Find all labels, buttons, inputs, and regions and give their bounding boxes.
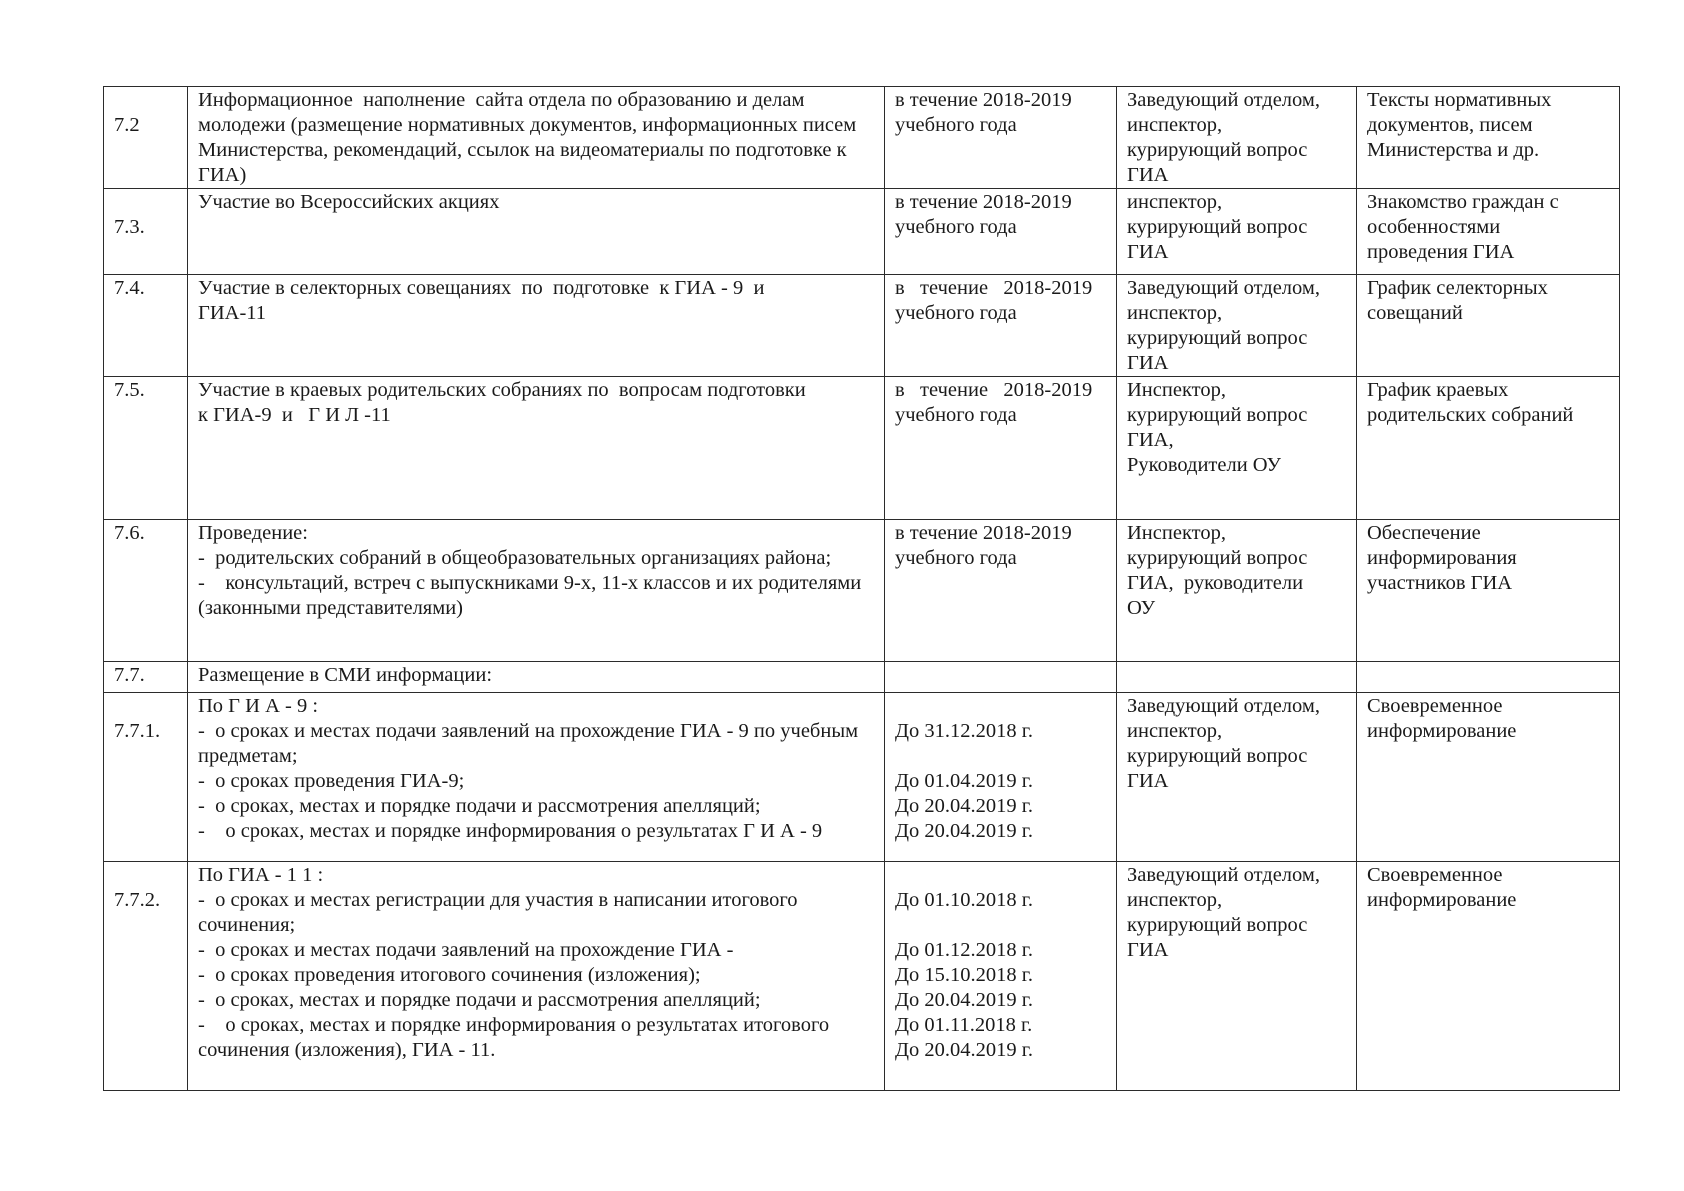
table-row <box>104 377 1620 520</box>
responsible-line: Заведующий отделом, <box>1127 864 1320 886</box>
responsible-cell <box>1117 275 1357 377</box>
event-line: - о сроках, местах и порядке информирования о результатах Г И А - 9 <box>198 820 823 842</box>
table-row <box>104 87 1620 189</box>
table-row <box>104 693 1620 862</box>
result-line: информирования <box>1367 547 1517 569</box>
row-number: 7.7.1. <box>114 720 161 742</box>
date-line: в течение 2018-2019 <box>895 277 1093 299</box>
responsible-line: инспектор, <box>1127 191 1223 213</box>
responsible-cell <box>1117 693 1357 862</box>
row-number: 7.5. <box>114 379 145 401</box>
responsible-line: Инспектор, <box>1127 379 1226 401</box>
event-cell <box>188 520 885 662</box>
responsible-line: Инспектор, <box>1127 522 1226 544</box>
date-line: учебного года <box>895 404 1017 426</box>
table-row <box>104 520 1620 662</box>
event-line: - о сроках проведения ГИА-9; <box>198 770 465 792</box>
responsible-line: курирующий вопрос <box>1127 216 1308 238</box>
event-line: - о сроках, местах и порядке подачи и рассмотрения апелляций; <box>198 795 761 817</box>
date-line: До 20.04.2019 г. <box>895 820 1033 842</box>
date-line: До 20.04.2019 г. <box>895 795 1033 817</box>
date-line: До 01.11.2018 г. <box>895 1014 1033 1036</box>
result-cell <box>1357 189 1620 275</box>
result-line: документов, писем <box>1367 114 1533 136</box>
result-line: родительских собраний <box>1367 404 1574 426</box>
row-number: 7.4. <box>114 277 145 299</box>
result-line: информирование <box>1367 889 1517 911</box>
date-cell <box>885 377 1117 520</box>
date-line: в течение 2018-2019 <box>895 522 1072 544</box>
event-cell <box>188 377 885 520</box>
plan-table-body <box>104 87 1620 1091</box>
responsible-line: инспектор, <box>1127 114 1223 136</box>
responsible-line: ГИА <box>1127 770 1169 792</box>
blank-line <box>895 694 1106 719</box>
table-row <box>104 862 1620 1091</box>
result-line: Знакомство граждан с <box>1367 191 1559 213</box>
result-line: Обеспечение <box>1367 522 1481 544</box>
result-cell <box>1357 87 1620 189</box>
result-line: Своевременное <box>1367 864 1503 886</box>
event-line: - о сроках и местах подачи заявлений на прохождение ГИА - 9 по учебным предметам; <box>198 720 864 767</box>
date-line: в течение 2018-2019 <box>895 379 1093 401</box>
event-line: - о сроках, местах и порядке подачи и рассмотрения апелляций; <box>198 989 761 1011</box>
responsible-cell <box>1117 662 1357 693</box>
result-line: особенностями <box>1367 216 1501 238</box>
event-line: - о сроках и местах регистрации для участия в написании итогового сочинения; <box>198 889 803 936</box>
result-cell <box>1357 377 1620 520</box>
responsible-line: курирующий вопрос <box>1127 547 1308 569</box>
date-line: учебного года <box>895 114 1017 136</box>
event-line: - о сроках проведения итогового сочинения (изложения); <box>198 964 701 986</box>
row-number-cell <box>104 275 188 377</box>
plan-table <box>103 86 1620 1091</box>
responsible-line: ГИА <box>1127 241 1169 263</box>
event-line: ГИА-11 <box>198 302 267 324</box>
responsible-cell <box>1117 189 1357 275</box>
responsible-line: курирующий вопрос <box>1127 327 1308 349</box>
table-row <box>104 189 1620 275</box>
row-number: 7.6. <box>114 522 145 544</box>
event-line: По Г И А - 9 : <box>198 695 319 717</box>
date-line: До 15.10.2018 г. <box>895 964 1033 986</box>
responsible-line: ГИА <box>1127 164 1169 186</box>
result-line: проведения ГИА <box>1367 241 1515 263</box>
date-cell <box>885 693 1117 862</box>
responsible-line: курирующий вопрос <box>1127 404 1308 426</box>
table-row <box>104 662 1620 693</box>
event-line: По ГИА - 1 1 : <box>198 864 324 886</box>
event-line: Участие в селекторных совещаниях по подготовке к ГИА - 9 и <box>198 277 765 299</box>
responsible-line: Заведующий отделом, <box>1127 89 1320 111</box>
row-number-cell <box>104 377 188 520</box>
responsible-line: Руководители ОУ <box>1127 454 1281 476</box>
row-number: 7.7.2. <box>114 889 161 911</box>
event-line: - родительских собраний в общеобразовательных организациях района; <box>198 547 832 569</box>
row-number-cell <box>104 189 188 275</box>
date-line: в течение 2018-2019 <box>895 191 1072 213</box>
row-number-cell <box>104 662 188 693</box>
date-line: До 01.12.2018 г. <box>895 939 1033 961</box>
row-number-cell <box>104 520 188 662</box>
event-line: - о сроках и местах подачи заявлений на прохождение ГИА - <box>198 939 734 961</box>
row-number-cell <box>104 862 188 1091</box>
row-number: 7.7. <box>114 664 145 686</box>
event-line: Проведение: <box>198 522 308 544</box>
event-line: к ГИА-9 и Г И Л -11 <box>198 404 391 426</box>
result-cell <box>1357 693 1620 862</box>
event-cell <box>188 87 885 189</box>
result-line: График селекторных <box>1367 277 1548 299</box>
responsible-line: ГИА <box>1127 352 1169 374</box>
row-number-cell <box>104 87 188 189</box>
date-line: учебного года <box>895 216 1017 238</box>
date-line: До 20.04.2019 г. <box>895 989 1033 1011</box>
row-number: 7.2 <box>114 114 140 136</box>
result-cell <box>1357 520 1620 662</box>
responsible-line: ГИА, <box>1127 429 1174 451</box>
responsible-line: курирующий вопрос <box>1127 914 1308 936</box>
responsible-cell <box>1117 377 1357 520</box>
responsible-line: курирующий вопрос <box>1127 139 1308 161</box>
event-line: Информационное наполнение сайта отдела по образованию и делам молодежи (размещение нормативных документов, информационных писем Министерства, рекомендаций, ссылок на видеоматериалы по подготовке к ГИА) <box>198 89 862 186</box>
result-line: Тексты нормативных <box>1367 89 1552 111</box>
event-line: - консультаций, встреч с выпускниками 9-х, 11-х классов и их родителями (законными представителями) <box>198 572 867 619</box>
event-line: Участие в краевых родительских собраниях по вопросам подготовки <box>198 379 806 401</box>
responsible-line: инспектор, <box>1127 720 1223 742</box>
responsible-cell <box>1117 87 1357 189</box>
event-line: - о сроках, местах и порядке информирования о результатах итогового сочинения (изложения), ГИА - 11. <box>198 1014 835 1061</box>
responsible-line: ОУ <box>1127 597 1156 619</box>
result-line: График краевых <box>1367 379 1509 401</box>
date-line: До 01.10.2018 г. <box>895 889 1033 911</box>
event-cell <box>188 693 885 862</box>
date-cell <box>885 275 1117 377</box>
table-row <box>104 275 1620 377</box>
responsible-cell <box>1117 862 1357 1091</box>
date-cell <box>885 87 1117 189</box>
blank-line <box>895 913 1106 938</box>
event-cell <box>188 189 885 275</box>
date-cell <box>885 662 1117 693</box>
responsible-line: Заведующий отделом, <box>1127 695 1320 717</box>
responsible-line: ГИА <box>1127 939 1169 961</box>
event-cell <box>188 662 885 693</box>
date-line: До 20.04.2019 г. <box>895 1039 1033 1061</box>
responsible-line: курирующий вопрос <box>1127 745 1308 767</box>
event-cell <box>188 275 885 377</box>
event-cell <box>188 862 885 1091</box>
blank-line <box>895 863 1106 888</box>
result-line: Своевременное <box>1367 695 1503 717</box>
responsible-line: Заведующий отделом, <box>1127 277 1320 299</box>
result-line: информирование <box>1367 720 1517 742</box>
result-line: совещаний <box>1367 302 1463 324</box>
date-line: учебного года <box>895 547 1017 569</box>
row-number: 7.3. <box>114 216 145 238</box>
responsible-line: ГИА, руководители <box>1127 572 1304 594</box>
result-line: Министерства и др. <box>1367 139 1540 161</box>
date-line: в течение 2018-2019 <box>895 89 1072 111</box>
responsible-cell <box>1117 520 1357 662</box>
date-cell <box>885 520 1117 662</box>
result-cell <box>1357 275 1620 377</box>
blank-line <box>895 744 1106 769</box>
responsible-line: инспектор, <box>1127 889 1223 911</box>
result-cell <box>1357 862 1620 1091</box>
responsible-line: инспектор, <box>1127 302 1223 324</box>
result-line: участников ГИА <box>1367 572 1513 594</box>
date-cell <box>885 189 1117 275</box>
event-line: Участие во Всероссийских акциях <box>198 191 500 213</box>
date-cell <box>885 862 1117 1091</box>
event-line: Размещение в СМИ информации: <box>198 664 493 686</box>
result-cell <box>1357 662 1620 693</box>
date-line: До 01.04.2019 г. <box>895 770 1033 792</box>
date-line: До 31.12.2018 г. <box>895 720 1033 742</box>
date-line: учебного года <box>895 302 1017 324</box>
row-number-cell <box>104 693 188 862</box>
